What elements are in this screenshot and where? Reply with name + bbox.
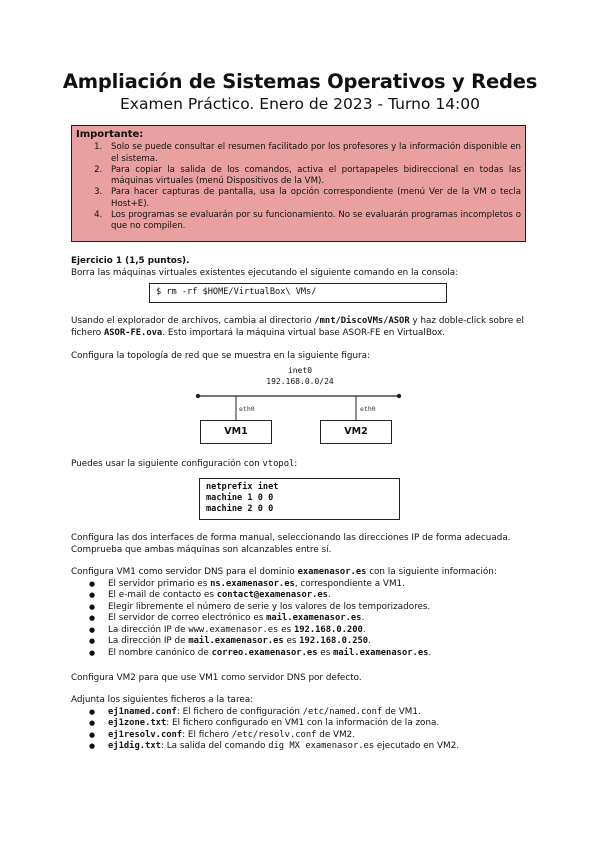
interfaces-paragraph: Configura las dos interfaces de forma manual, seleccionando las direcciones IP de forma adecuada. Comprueba que ambas máquinas son alcanzables entre sí. (71, 533, 511, 555)
note-item: 4. Los programas se evaluarán por su funcionamiento. No se evaluarán programas incompletos o que no compilen. (105, 210, 521, 233)
topology-paragraph: Configura la topología de red que se muestra en la siguiente figura: (71, 351, 370, 361)
topol-config-box (199, 478, 400, 520)
vm2-dns-paragraph: Configura VM2 para que use VM1 como servidor DNS por defecto. (71, 673, 362, 683)
list-item: ● ej1named.conf: El fichero de configuración /etc/named.conf de VM1. (71, 707, 531, 719)
network-name: inet0 (287, 366, 313, 375)
vtopol-tool: vtopol (262, 459, 295, 469)
topol-line: machine 2 0 0 (206, 504, 274, 514)
ova-file: ASOR-FE.ova (103, 327, 163, 338)
list-item: ● El servidor primario es ns.examenasor.es, correspondiente a VM1. (71, 579, 531, 591)
attachments-section (71, 695, 531, 753)
important-note-box (71, 125, 526, 242)
network-topology-diagram (190, 363, 410, 453)
command-box: $ rm -rf $HOME/VirtualBox\ VMs/ (149, 283, 447, 303)
vm1-box: VM1 (200, 420, 272, 444)
dns-domain: examenasor.es (297, 567, 367, 577)
note-heading: Importante: (76, 129, 144, 140)
import-paragraph: Usando el explorador de archivos, cambia al directorio /mnt/DiscoVMs/ASOR y haz doble-click sobre el fichero ASOR-FE.ova. Esto importará la máquina virtual base ASOR-FE en VirtualBox. (71, 316, 524, 338)
note-list (76, 142, 521, 232)
dns-section (71, 567, 531, 659)
topol-line: netprefix inet (206, 482, 279, 492)
list-item: ● ej1resolv.conf: El fichero /etc/resolv.conf de VM2. (71, 730, 531, 742)
directory-path: /mnt/DiscoVMs/ASOR (314, 316, 410, 326)
list-item: ● La dirección IP de mail.examenasor.es es 192.168.0.250. (71, 636, 531, 648)
list-item: ● ej1zone.txt: El fichero configurado en VM1 con la información de la zona. (71, 718, 531, 730)
attachments-intro: Adjunta los siguientes ficheros a la tarea: (71, 695, 254, 705)
vm1-interface-label: eth0 (239, 405, 255, 413)
page-title: Ampliación de Sistemas Operativos y Redes (62, 70, 538, 93)
exercise-1-header (71, 256, 531, 279)
topol-line: machine 1 0 0 (206, 493, 274, 503)
dns-intro: Configura VM1 como servidor DNS para el dominio examenasor.es con la siguiente información: (71, 567, 497, 577)
vm2-interface-label: eth0 (360, 405, 376, 413)
list-item: ● El servidor de correo electrónico es mail.examenasor.es. (71, 613, 531, 625)
exercise-paragraph: Borra las máquinas virtuales existentes ejecutando el siguiente comando en la consola: (71, 267, 459, 278)
vm2-box: VM2 (320, 420, 392, 444)
note-item: 3. Para hacer capturas de pantalla, usa la opción correspondiente (menú Ver de la VM o tecla Host+E). (105, 187, 521, 210)
attachments-list (71, 707, 531, 753)
note-item: 1. Solo se puede consultar el resumen facilitado por los profesores y la información disponible en el sistema. (105, 142, 521, 165)
list-item: ● ej1dig.txt: La salida del comando dig MX examenasor.es ejecutado en VM2. (71, 741, 531, 753)
list-item: ● El e-mail de contacto es contact@examenasor.es. (71, 590, 531, 602)
list-item: ● La dirección IP de www.examenasor.es es 192.168.0.200. (71, 625, 531, 637)
note-item: 2. Para copiar la salida de los comandos, activa el portapapeles bidireccional en todas las máquinas virtuales (menú Dispositivos de la VM). (105, 165, 521, 188)
network-address: 192.168.0.0/24 (266, 377, 334, 386)
exercise-heading: Ejercicio 1 (1,5 puntos). (71, 256, 190, 266)
list-item: ● Elegir libremente el número de serie y los valores de los temporizadores. (71, 602, 531, 614)
list-item: ● El nombre canónico de correo.examenasor.es es mail.examenasor.es. (71, 648, 531, 660)
vtopol-paragraph: Puedes usar la siguiente configuración con vtopol: (71, 459, 298, 469)
page-subtitle: Examen Práctico. Enero de 2023 - Turno 14:00 (119, 95, 481, 113)
dns-requirements-list (71, 579, 531, 660)
